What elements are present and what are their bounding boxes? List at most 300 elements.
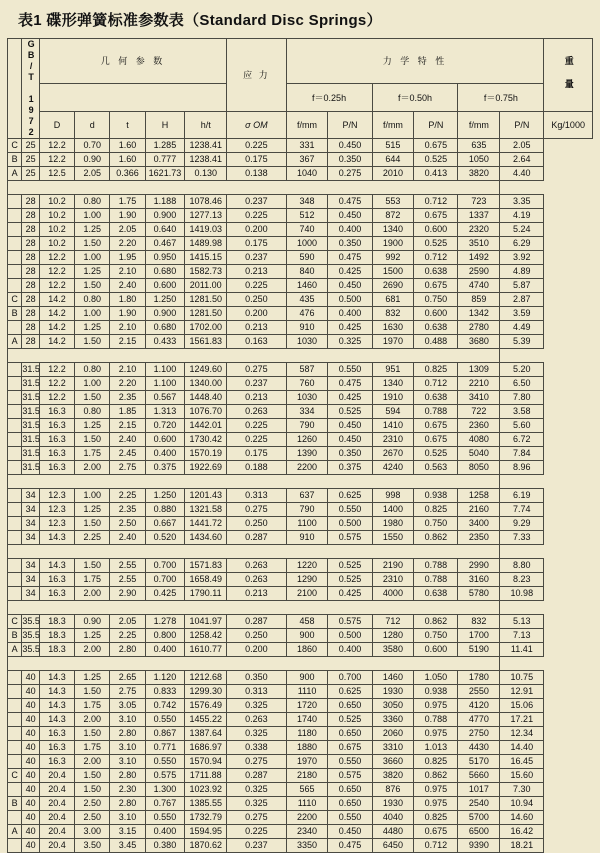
cell-t: 1.25 (75, 503, 110, 517)
cell-f1: 0.263 (227, 573, 286, 587)
cell-f3: 0.788 (414, 559, 458, 573)
cell-f2: 0.525 (328, 405, 372, 419)
cell-sig: 1489.98 (185, 237, 227, 251)
cell-ht: 0.380 (145, 839, 185, 853)
cell-p3: 723 (458, 195, 500, 209)
row-class: C (8, 139, 22, 153)
cell-f3: 0.525 (414, 447, 458, 461)
cell-f2: 0.325 (328, 335, 372, 349)
cell-ht: 0.667 (145, 517, 185, 531)
cell-f1: 0.213 (227, 265, 286, 279)
cell-p2: 3310 (372, 741, 414, 755)
row-class (8, 531, 22, 545)
cell-f2: 0.400 (328, 307, 372, 321)
cell-D: 34 (22, 531, 40, 545)
cell-f1: 0.275 (227, 755, 286, 769)
cell-p2: 644 (372, 153, 414, 167)
row-class (8, 839, 22, 853)
row-class (8, 671, 22, 685)
cell-H: 2.10 (110, 363, 145, 377)
standard-label-cell (22, 39, 40, 139)
cell-d: 16.3 (39, 573, 74, 587)
cell-D: 34 (22, 573, 40, 587)
cell-d: 14.3 (39, 531, 74, 545)
geometry-subheader-blank (39, 84, 226, 112)
cell-p1: 2340 (286, 825, 328, 839)
cell-H: 2.15 (110, 335, 145, 349)
cell-f2: 0.475 (328, 251, 372, 265)
cell-sig: 1299.30 (185, 685, 227, 699)
row-class (8, 237, 22, 251)
cell-p2: 998 (372, 489, 414, 503)
cell-w: 14.40 (500, 741, 544, 755)
cell-d: 12.2 (39, 377, 74, 391)
cell-p2: 951 (372, 363, 414, 377)
cell-t: 0.80 (75, 363, 110, 377)
cell-w: 4.40 (500, 167, 544, 181)
cell-d: 20.4 (39, 811, 74, 825)
cell-p3: 8050 (458, 461, 500, 475)
cell-w: 11.41 (500, 643, 544, 657)
cell-f2: 0.450 (328, 433, 372, 447)
cell-d: 12.2 (39, 279, 74, 293)
cell-p3: 3680 (458, 335, 500, 349)
cell-f3: 0.712 (414, 839, 458, 853)
cell-f1: 0.225 (227, 419, 286, 433)
cell-D: 34 (22, 587, 40, 601)
table-body (8, 139, 593, 853)
cell-sig: 0.130 (185, 167, 227, 181)
cell-p1: 435 (286, 293, 328, 307)
row-class: A (8, 643, 22, 657)
cell-ht: 0.433 (145, 335, 185, 349)
cell-p2: 876 (372, 783, 414, 797)
cell-ht: 1.250 (145, 293, 185, 307)
cell-t: 1.75 (75, 699, 110, 713)
cell-p1: 790 (286, 419, 328, 433)
cell-d: 16.3 (39, 405, 74, 419)
cell-p3: 2210 (458, 377, 500, 391)
cell-f3: 0.675 (414, 419, 458, 433)
row-class (8, 265, 22, 279)
cell-f1: 0.200 (227, 643, 286, 657)
table-row (8, 307, 593, 321)
cell-p3: 1337 (458, 209, 500, 223)
cell-f3: 0.750 (414, 517, 458, 531)
cell-p1: 1000 (286, 237, 328, 251)
cell-p2: 1460 (372, 671, 414, 685)
cell-sig: 1340.00 (185, 377, 227, 391)
group-separator (8, 475, 500, 489)
cell-w: 6.50 (500, 377, 544, 391)
cell-w: 5.20 (500, 363, 544, 377)
cell-H: 2.50 (110, 517, 145, 531)
row-class (8, 727, 22, 741)
cell-d: 10.2 (39, 209, 74, 223)
cell-f3: 0.975 (414, 699, 458, 713)
cell-D: 40 (22, 685, 40, 699)
cell-p1: 1180 (286, 727, 328, 741)
cell-sig: 1238.41 (185, 139, 227, 153)
cell-p3: 1342 (458, 307, 500, 321)
cell-f2: 0.425 (328, 391, 372, 405)
col-header-sigma: σ OM (227, 112, 286, 139)
cell-d: 14.2 (39, 293, 74, 307)
cell-w: 7.84 (500, 447, 544, 461)
cell-sig: 1570.94 (185, 755, 227, 769)
cell-p3: 4430 (458, 741, 500, 755)
cell-f2: 0.425 (328, 587, 372, 601)
row-class (8, 755, 22, 769)
cell-t: 1.25 (75, 419, 110, 433)
cell-f2: 0.400 (328, 223, 372, 237)
cell-H: 2.40 (110, 279, 145, 293)
cell-f2: 0.575 (328, 769, 372, 783)
row-class (8, 461, 22, 475)
disc-spring-table (7, 38, 593, 853)
cell-f2: 0.500 (328, 517, 372, 531)
cell-p1: 1460 (286, 279, 328, 293)
cell-t: 0.90 (75, 615, 110, 629)
cell-sig: 1277.13 (185, 209, 227, 223)
cell-D: 34 (22, 503, 40, 517)
cell-p3: 2540 (458, 797, 500, 811)
cell-H: 1.90 (110, 209, 145, 223)
cell-f2: 0.525 (328, 713, 372, 727)
row-class (8, 363, 22, 377)
cell-p1: 512 (286, 209, 328, 223)
cell-w: 6.72 (500, 433, 544, 447)
cell-p2: 1340 (372, 223, 414, 237)
cell-f2: 0.450 (328, 825, 372, 839)
cell-sig: 2011.00 (185, 279, 227, 293)
cell-p2: 4480 (372, 825, 414, 839)
cell-d: 12.2 (39, 265, 74, 279)
table-row (8, 447, 593, 461)
cell-w: 10.75 (500, 671, 544, 685)
cell-p3: 5190 (458, 643, 500, 657)
load-case-1-header: f＝0.25h (286, 84, 372, 112)
cell-ht: 1.250 (145, 489, 185, 503)
cell-f1: 0.263 (227, 559, 286, 573)
cell-p2: 1930 (372, 685, 414, 699)
cell-D: 31.5 (22, 405, 40, 419)
cell-f1: 0.237 (227, 195, 286, 209)
cell-t: 0.80 (75, 293, 110, 307)
cell-t: 1.00 (75, 209, 110, 223)
cell-f2: 0.350 (328, 447, 372, 461)
cell-f3: 0.675 (414, 279, 458, 293)
cell-D: 40 (22, 671, 40, 685)
cell-t: 2.00 (75, 643, 110, 657)
header-row-3 (8, 112, 593, 139)
cell-H: 3.15 (110, 825, 145, 839)
cell-sig: 1434.60 (185, 531, 227, 545)
cell-p1: 590 (286, 251, 328, 265)
cell-p3: 2360 (458, 419, 500, 433)
cell-w: 3.58 (500, 405, 544, 419)
col-header-t: t (110, 112, 145, 139)
cell-sig: 1702.00 (185, 321, 227, 335)
cell-p3: 3820 (458, 167, 500, 181)
cell-ht: 0.742 (145, 699, 185, 713)
cell-p2: 4240 (372, 461, 414, 475)
cell-p3: 5660 (458, 769, 500, 783)
cell-p3: 1258 (458, 489, 500, 503)
cell-p2: 1550 (372, 531, 414, 545)
table-row (8, 727, 593, 741)
cell-p1: 1390 (286, 447, 328, 461)
cell-sig: 1249.60 (185, 363, 227, 377)
cell-f1: 0.225 (227, 209, 286, 223)
cell-w: 4.19 (500, 209, 544, 223)
cell-ht: 0.600 (145, 433, 185, 447)
cell-p2: 3580 (372, 643, 414, 657)
table-row (8, 139, 593, 153)
cell-f2: 0.625 (328, 685, 372, 699)
cell-f3: 0.825 (414, 755, 458, 769)
cell-p3: 2320 (458, 223, 500, 237)
cell-f1: 0.275 (227, 811, 286, 825)
cell-D: 28 (22, 335, 40, 349)
cell-p2: 712 (372, 615, 414, 629)
cell-f2: 0.475 (328, 839, 372, 853)
standard-label: GB/T 1972 (26, 39, 37, 138)
cell-H: 2.25 (110, 629, 145, 643)
cell-w: 2.87 (500, 293, 544, 307)
cell-p1: 900 (286, 671, 328, 685)
cell-H: 3.05 (110, 699, 145, 713)
cell-D: 35.5 (22, 615, 40, 629)
col-header-p1: P/N (328, 112, 372, 139)
row-class: A (8, 167, 22, 181)
row-class: A (8, 825, 22, 839)
row-class (8, 783, 22, 797)
cell-ht: 0.640 (145, 223, 185, 237)
col-header-D: D (39, 112, 74, 139)
cell-t: 2.25 (75, 531, 110, 545)
cell-f3: 0.825 (414, 363, 458, 377)
row-class (8, 433, 22, 447)
cell-f2: 0.525 (328, 573, 372, 587)
cell-t: 1.00 (75, 307, 110, 321)
cell-f3: 0.525 (414, 237, 458, 251)
row-class (8, 489, 22, 503)
table-row (8, 405, 593, 419)
header-row-2 (8, 84, 593, 112)
table-row (8, 531, 593, 545)
cell-w: 10.98 (500, 587, 544, 601)
cell-f3: 1.050 (414, 671, 458, 685)
cell-sig: 1582.73 (185, 265, 227, 279)
table-header (8, 39, 593, 139)
table-row (8, 573, 593, 587)
cell-t: 3.50 (75, 839, 110, 853)
cell-f1: 0.213 (227, 391, 286, 405)
cell-t: 3.00 (75, 825, 110, 839)
cell-p2: 553 (372, 195, 414, 209)
cell-H: 2.20 (110, 377, 145, 391)
cell-ht: 0.700 (145, 559, 185, 573)
cell-p2: 2690 (372, 279, 414, 293)
cell-sig: 1561.83 (185, 335, 227, 349)
cell-H: 2.45 (110, 447, 145, 461)
cell-f1: 0.287 (227, 615, 286, 629)
cell-p1: 1220 (286, 559, 328, 573)
cell-p2: 515 (372, 139, 414, 153)
col-header-H: H (145, 112, 185, 139)
cell-d: 10.2 (39, 237, 74, 251)
cell-p3: 5040 (458, 447, 500, 461)
cell-t: 0.80 (75, 195, 110, 209)
row-class (8, 447, 22, 461)
cell-d: 16.3 (39, 433, 74, 447)
cell-w: 12.34 (500, 727, 544, 741)
cell-d: 16.3 (39, 727, 74, 741)
cell-p2: 2010 (372, 167, 414, 181)
cell-f1: 0.225 (227, 825, 286, 839)
cell-w: 17.21 (500, 713, 544, 727)
cell-sig: 1212.68 (185, 671, 227, 685)
cell-t: 1.50 (75, 335, 110, 349)
cell-p1: 910 (286, 321, 328, 335)
cell-p1: 2200 (286, 811, 328, 825)
cell-f1: 0.313 (227, 489, 286, 503)
cell-ht: 0.950 (145, 251, 185, 265)
row-class (8, 587, 22, 601)
cell-f2: 0.700 (328, 671, 372, 685)
col-header-f3: f/mm (458, 112, 500, 139)
cell-H: 2.80 (110, 769, 145, 783)
row-class: B (8, 629, 22, 643)
cell-f2: 0.275 (328, 167, 372, 181)
cell-w: 6.19 (500, 489, 544, 503)
cell-w: 7.33 (500, 531, 544, 545)
cell-sig: 1076.70 (185, 405, 227, 419)
cell-f3: 0.712 (414, 251, 458, 265)
cell-w: 5.39 (500, 335, 544, 349)
cell-d: 14.2 (39, 321, 74, 335)
cell-t: 1.25 (75, 223, 110, 237)
cell-H: 2.55 (110, 559, 145, 573)
cell-ht: 0.720 (145, 419, 185, 433)
cell-f3: 0.862 (414, 769, 458, 783)
cell-p2: 832 (372, 307, 414, 321)
cell-ht: 0.900 (145, 307, 185, 321)
row-class (8, 741, 22, 755)
cell-H: 2.30 (110, 783, 145, 797)
table-row (8, 265, 593, 279)
cell-f3: 0.675 (414, 825, 458, 839)
cell-t: 1.25 (75, 321, 110, 335)
cell-p1: 334 (286, 405, 328, 419)
cell-f3: 0.788 (414, 573, 458, 587)
cell-D: 28 (22, 251, 40, 265)
cell-p1: 367 (286, 153, 328, 167)
cell-w: 5.24 (500, 223, 544, 237)
cell-f2: 0.450 (328, 209, 372, 223)
cell-d: 12.2 (39, 391, 74, 405)
cell-t: 2.00 (75, 755, 110, 769)
cell-p2: 1340 (372, 377, 414, 391)
cell-D: 40 (22, 797, 40, 811)
cell-f3: 0.975 (414, 783, 458, 797)
cell-p3: 1017 (458, 783, 500, 797)
cell-p1: 587 (286, 363, 328, 377)
cell-ht: 0.567 (145, 391, 185, 405)
row-class: B (8, 153, 22, 167)
cell-sig: 1321.58 (185, 503, 227, 517)
cell-f2: 0.425 (328, 321, 372, 335)
cell-p2: 1500 (372, 265, 414, 279)
cell-p1: 1100 (286, 517, 328, 531)
cell-t: 0.90 (75, 153, 110, 167)
cell-p2: 1980 (372, 517, 414, 531)
cell-H: 1.75 (110, 195, 145, 209)
cell-d: 20.4 (39, 769, 74, 783)
table-row (8, 363, 593, 377)
cell-ht: 1.285 (145, 139, 185, 153)
cell-sig: 1385.55 (185, 797, 227, 811)
cell-ht: 0.867 (145, 727, 185, 741)
cell-p3: 5780 (458, 587, 500, 601)
cell-ht: 1.188 (145, 195, 185, 209)
cell-H: 2.80 (110, 727, 145, 741)
cell-ht: 0.767 (145, 797, 185, 811)
cell-D: 31.5 (22, 461, 40, 475)
cell-d: 16.3 (39, 461, 74, 475)
cell-p1: 1040 (286, 167, 328, 181)
cell-H: 3.10 (110, 811, 145, 825)
cell-d: 18.3 (39, 615, 74, 629)
cell-D: 40 (22, 741, 40, 755)
cell-p1: 1030 (286, 335, 328, 349)
row-class (8, 811, 22, 825)
cell-sig: 1730.42 (185, 433, 227, 447)
cell-ht: 0.550 (145, 755, 185, 769)
cell-w: 14.60 (500, 811, 544, 825)
cell-w: 8.23 (500, 573, 544, 587)
cell-p3: 2550 (458, 685, 500, 699)
table-row (8, 615, 593, 629)
cell-p1: 1030 (286, 391, 328, 405)
cell-ht: 0.575 (145, 769, 185, 783)
cell-t: 1.25 (75, 671, 110, 685)
cell-w: 3.59 (500, 307, 544, 321)
cell-sig: 1870.62 (185, 839, 227, 853)
cell-ht: 1.100 (145, 377, 185, 391)
cell-f2: 0.625 (328, 489, 372, 503)
cell-w: 4.89 (500, 265, 544, 279)
table-row (8, 419, 593, 433)
cell-D: 28 (22, 209, 40, 223)
row-class: C (8, 293, 22, 307)
cell-p2: 1630 (372, 321, 414, 335)
cell-ht: 0.680 (145, 265, 185, 279)
load-case-3-header: f＝0.75h (458, 84, 544, 112)
cell-f1: 0.175 (227, 447, 286, 461)
cell-D: 34 (22, 517, 40, 531)
cell-f2: 0.550 (328, 755, 372, 769)
cell-t: 1.50 (75, 769, 110, 783)
cell-f1: 0.250 (227, 293, 286, 307)
cell-ht: 0.467 (145, 237, 185, 251)
cell-D: 28 (22, 307, 40, 321)
cell-p1: 760 (286, 377, 328, 391)
cell-w: 7.80 (500, 391, 544, 405)
cell-ht: 0.600 (145, 279, 185, 293)
cell-ht: 0.880 (145, 503, 185, 517)
